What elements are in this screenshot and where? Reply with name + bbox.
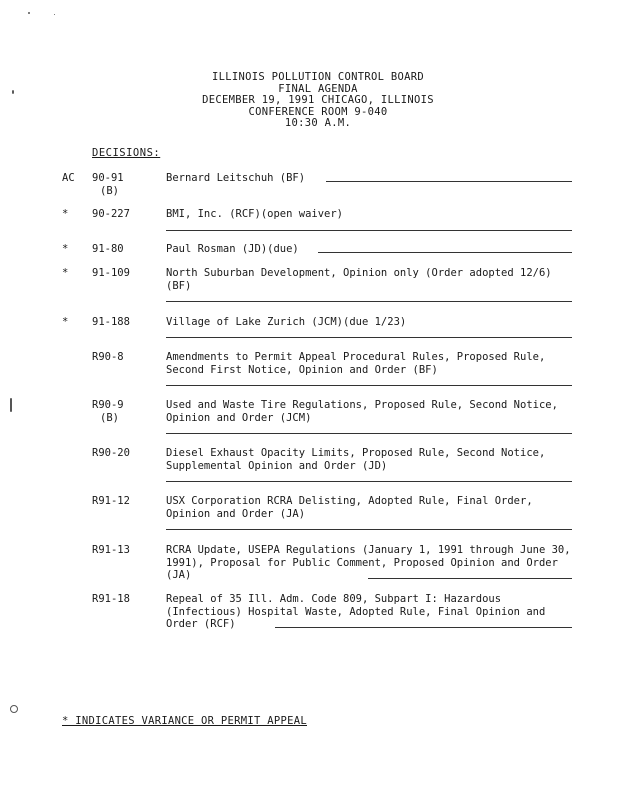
item-description: Amendments to Permit Appeal Procedural Rules, Proposed Rule, Second First Notice, Opinion and Order (BF) xyxy=(166,351,546,376)
item-number: R91-12 xyxy=(92,495,130,507)
signature-line xyxy=(166,433,572,434)
item-description: Bernard Leitschuh (BF) xyxy=(166,172,306,184)
item-number: 91-109 xyxy=(92,267,130,279)
signature-line xyxy=(166,529,572,530)
signature-line xyxy=(326,181,572,182)
board-title: ILLINOIS POLLUTION CONTROL BOARD xyxy=(212,71,424,83)
item-mark: * xyxy=(62,208,69,220)
item-number: R90-9 (B) xyxy=(92,399,162,424)
item-sub: (B) xyxy=(100,411,119,424)
item-mark: * xyxy=(62,316,69,328)
item-number: 90-227 xyxy=(92,208,130,220)
signature-line xyxy=(166,385,572,386)
section-label: DECISIONS: xyxy=(92,147,161,159)
signature-line xyxy=(166,230,572,231)
item-description: Repeal of 35 Ill. Adm. Code 809, Subpart I: Hazardous (Infectious) Hospital Waste, Adopted Rule, Final Opinion and Order (RCF) xyxy=(166,593,546,630)
item-number: 90-91 (B) xyxy=(92,172,162,197)
item-description: Diesel Exhaust Opacity Limits, Proposed Rule, Second Notice, Supplemental Opinion and Order (JD) xyxy=(166,447,546,472)
item-sub: (B) xyxy=(100,184,119,197)
agenda-header xyxy=(0,72,618,130)
item-number: 91-188 xyxy=(92,316,130,328)
item-number: R91-18 xyxy=(92,593,130,605)
item-number: R91-13 xyxy=(92,544,130,556)
item-description: North Suburban Development, Opinion only (Order adopted 12/6)(BF) xyxy=(166,267,552,292)
footer-note: * INDICATES VARIANCE OR PERMIT APPEAL xyxy=(62,715,307,727)
item-description: BMI, Inc. (RCF)(open waiver) xyxy=(166,208,344,220)
agenda-title: FINAL AGENDA xyxy=(278,82,358,95)
item-number: R90-20 xyxy=(92,447,130,459)
item-description: Used and Waste Tire Regulations, Proposed Rule, Second Notice, Opinion and Order (JCM) xyxy=(166,399,558,424)
meeting-date-place: DECEMBER 19, 1991 CHICAGO, ILLINOIS xyxy=(202,94,434,106)
scan-speck xyxy=(10,705,18,713)
signature-line xyxy=(166,481,572,482)
item-mark: AC xyxy=(62,172,75,184)
scan-speck xyxy=(28,12,30,14)
item-mark: * xyxy=(62,243,69,255)
item-description: USX Corporation RCRA Delisting, Adopted Rule, Final Order, Opinion and Order (JA) xyxy=(166,495,533,520)
signature-line xyxy=(275,627,572,628)
item-description: Paul Rosman (JD)(due) xyxy=(166,243,299,255)
signature-line xyxy=(166,337,572,338)
meeting-room: CONFERENCE ROOM 9-040 xyxy=(248,105,388,118)
item-number: R90-8 xyxy=(92,351,124,363)
scan-speck xyxy=(54,14,55,15)
item-number: 91-80 xyxy=(92,243,124,255)
item-description: RCRA Update, USEPA Regulations (January 1, 1991 through June 30, 1991), Proposal for Public Comment, Proposed Opinion and Order (JA) xyxy=(166,544,571,581)
meeting-time: 10:30 A.M. xyxy=(284,117,352,129)
signature-line xyxy=(166,301,572,302)
item-description: Village of Lake Zurich (JCM)(due 1/23) xyxy=(166,316,407,328)
signature-line xyxy=(318,252,572,253)
scan-speck xyxy=(10,398,12,412)
item-mark: * xyxy=(62,267,69,279)
signature-line xyxy=(368,578,572,579)
